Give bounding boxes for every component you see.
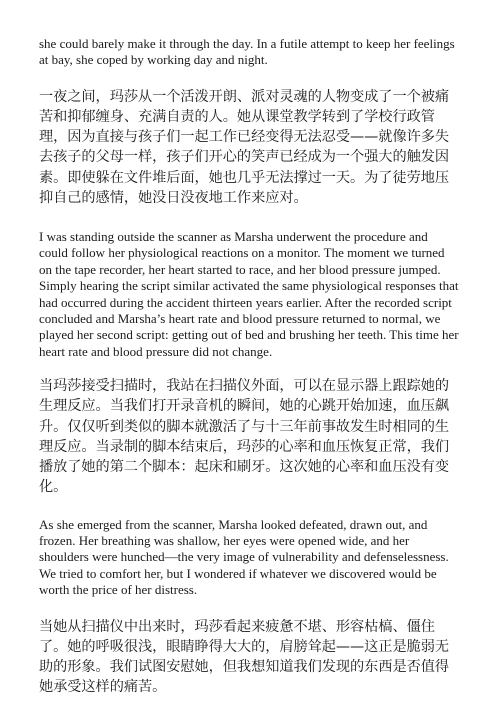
paragraph-english-2: I was standing outside the scanner as Marsha underwent the procedure and could follow her physiological reactions on a monitor. The moment we turned on the tape recorder, her heart started to race, and her blood pressure jumped. Simply hearing the script similar activated the same physiological responses that had occurred during the accident thirteen years earlier. After the recorded script concluded and Marsha’s heart rate and blood pressure returned to normal, we played her second script: getting out of bed and brushing her teeth. This time her heart rate and blood pressure did not change. bbox=[39, 229, 459, 359]
paragraph-chinese-1: 一夜之间，玛莎从一个活泼开朗、派对灵魂的人物变成了一个被痛苦和抑郁缠身、充满自责的人。她从课堂教学转到了学校行政管理，因为直接与孩子们一起工作已经变得无法忍受——就像许多失去孩子的父母一样，孩子们开心的笑声已经成为一个强大的触发因素。即使躲在文件堆后面，她也几乎无法撑过一天。为了徒劳地压抑自己的感情，她没日没夜地工作来应对。 bbox=[39, 88, 449, 206]
paragraph-english-3: As she emerged from the scanner, Marsha looked defeated, drawn out, and frozen. Her breathing was shallow, her eyes were opened wide, and her shoulders were hunched—the very image of vulnerability and defenselessness. We tried to comfort her, but I wondered if whatever we discovered would be worth the price of her distress. bbox=[39, 516, 449, 598]
paragraph-chinese-2: 当玛莎接受扫描时，我站在扫描仪外面，可以在显示器上跟踪她的生理反应。当我们打开录音机的瞬间，她的心跳开始加速，血压飙升。仅仅听到类似的脚本就激活了与十三年前事故发生时相同的生理反应。当录制的脚本结束后，玛莎的心率和血压恢复正常，我们播放了她的第二个脚本：起床和刷牙。这次她的心率和血压没有变化。 bbox=[39, 378, 449, 496]
document-page bbox=[39, 36, 459, 716]
paragraph-chinese-3: 当她从扫描仪中出来时，玛莎看起来疲惫不堪、形容枯槁、僵住了。她的呼吸很浅，眼睛睁得大大的，肩膀耸起——这正是脆弱无助的形象。我们试图安慰她，但我想知道我们发现的东西是否值得她承受这样的痛苦。 bbox=[39, 618, 449, 696]
paragraph-english-1: she could barely make it through the day. In a futile attempt to keep her feelings at bay, she coped by working day and night. bbox=[39, 36, 455, 68]
